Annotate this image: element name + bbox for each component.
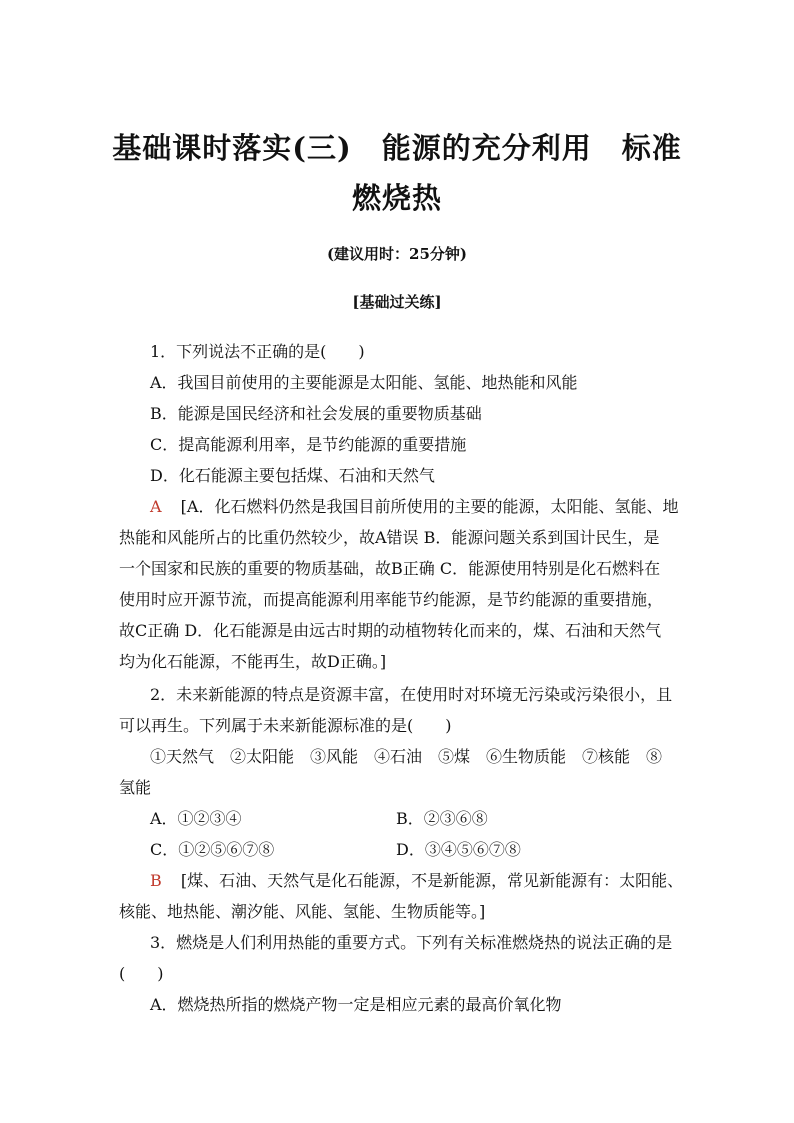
q2-explanation-text: [煤、石油、天然气是化石能源，不是新能源，常见新能源有：太阳能、: [180, 871, 684, 890]
q1-option-b: B．能源是国民经济和社会发展的重要物质基础: [150, 404, 482, 423]
q2-explanation-first-line: [150, 870, 683, 892]
page-title: 基础课时落实(三) 能源的充分利用 标准: [112, 131, 682, 165]
section-heading: [基础过关练]: [352, 293, 442, 311]
q1-explanation-line: 均为化石能源，不能再生，故D正确。]: [119, 652, 387, 671]
q2-stem: 2．未来新能源的特点是资源丰富，在使用时对环境无污染或污染很小，且: [150, 685, 673, 704]
q2-explanation-line: 核能、地热能、潮汐能、风能、氢能、生物质能等。]: [119, 902, 486, 921]
q2-items: ①天然气 ②太阳能 ③风能 ④石油 ⑤煤 ⑥生物质能 ⑦核能 ⑧: [150, 747, 663, 766]
q2-option-c: C．①②⑤⑥⑦⑧: [150, 840, 275, 859]
q1-option-c: C．提高能源利用率，是节约能源的重要措施: [150, 435, 467, 454]
time-note: (建议用时：25分钟): [326, 245, 468, 263]
q1-option-a: A．我国目前使用的主要能源是太阳能、氢能、地热能和风能: [150, 373, 578, 392]
q2-stem-continued: 可以再生。下列属于未来新能源标准的是( ): [119, 716, 452, 735]
q1-stem: 1．下列说法不正确的是( ): [150, 342, 365, 361]
q3-stem-continued: ( ): [119, 964, 164, 983]
q2-option-d: D．③④⑤⑥⑦⑧: [396, 840, 521, 859]
q1-explanation-line: 使用时应开源节流，而提高能源利用率能节约能源，是节约能源的重要措施，: [119, 590, 664, 609]
q3-option-a: A．燃烧热所指的燃烧产物一定是相应元素的最高价氧化物: [150, 995, 562, 1014]
q1-explanation-text: [A．化石燃料仍然是我国目前所使用的主要的能源，太阳能、氢能、地: [180, 497, 679, 516]
q1-option-d: D．化石能源主要包括煤、石油和天然气: [150, 466, 435, 485]
q2-answer: B: [150, 871, 162, 890]
q1-answer: A: [150, 497, 162, 516]
page-title-continued: 燃烧热: [351, 181, 442, 215]
q1-explanation-line: 一个国家和民族的重要的物质基础，故B正确 C．能源使用特别是化石燃料在: [119, 559, 661, 578]
q1-explanation-line: 故C正确 D．化石能源是由远古时期的动植物转化而来的，煤、石油和天然气: [119, 621, 662, 640]
q1-explanation-first-line: [150, 496, 678, 518]
q2-option-a: A．①②③④: [150, 809, 242, 828]
q2-items-continued: 氢能: [119, 778, 152, 797]
q2-option-b: B．②③⑥⑧: [396, 809, 488, 828]
q3-stem: 3．燃烧是人们利用热能的重要方式。下列有关标准燃烧热的说法正确的是: [150, 933, 673, 952]
q1-explanation-line: 热能和风能所占的比重仍然较少，故A错误 B．能源问题关系到国计民生，是: [119, 528, 660, 547]
